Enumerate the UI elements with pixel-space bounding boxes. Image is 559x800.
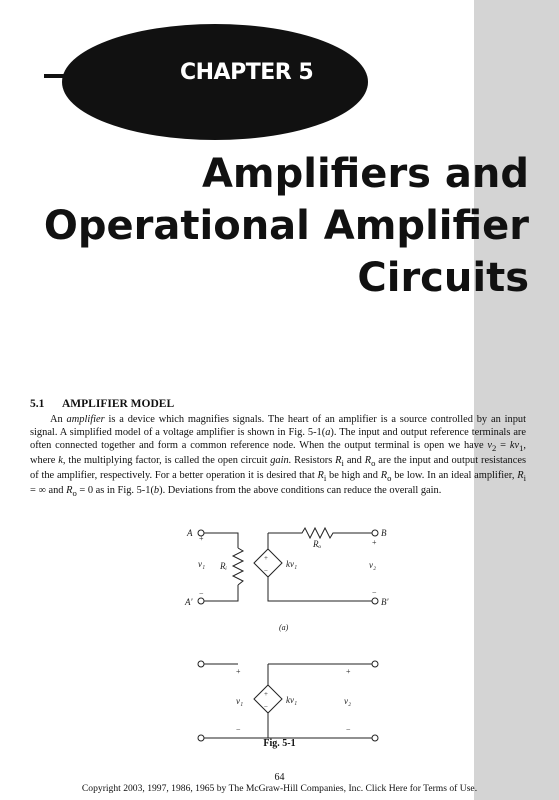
label-kv1-a: kv₁ (286, 559, 298, 569)
plus-source-b: + (264, 690, 268, 698)
controlled-source-a (254, 549, 282, 577)
page-number: 64 (274, 772, 285, 783)
terminal-b (372, 530, 378, 536)
figure-caption: Fig. 5-1 (263, 738, 296, 749)
minus-source-a: − (264, 567, 268, 575)
figure-b-labels (236, 667, 351, 734)
minus-a: − (199, 589, 204, 598)
label-v1-b: v₁ (236, 696, 244, 706)
controlled-source-b (254, 685, 282, 713)
plus-b: + (372, 538, 377, 547)
minus-source-b: − (264, 703, 268, 711)
input-top-wire (204, 533, 238, 548)
label-kv1-b: kv₁ (286, 695, 298, 705)
label-a-prime: A' (185, 597, 193, 607)
plus-b-out: + (346, 667, 351, 676)
label-ri: Rᵢ (220, 561, 227, 571)
label-ro: Rₒ (313, 539, 322, 549)
label-v2-b: v₂ (344, 696, 352, 706)
source-bottom-wire (268, 577, 372, 601)
title-line-3: Circuits (357, 255, 529, 301)
terminal-b-in-top (198, 661, 204, 667)
minus-b-in: − (236, 725, 241, 734)
terminal-b-out-top (372, 661, 378, 667)
plus-b-in: + (236, 667, 241, 676)
chapter-label: CHAPTER 5 (180, 60, 314, 85)
plus-a: + (199, 534, 204, 543)
label-b: B (381, 528, 387, 538)
paragraph: An amplifier is a device which magnifies signals. The heart of an amplifier is a source controlled by an input signal. A simplified model of a voltage amplifier is shown in Fig. 5-1(a). The input and output reference terminals are often connected together and form a common reference node. When the output terminal is open we have $v_2 = kv_1$, where k, the multiplying factor, is called the open circuit gain. Resistors $R_i$ and $R_o$ are the input and output resistances of the amplifier, respectively. For a better operation it is desired that $R_i$ be high and $R_o$ be low. In an ideal amplifier, $R_i$ = ∞ and $R_o = 0$ as in Fig. 5-1(b). Deviations from the above conditions can reduce the overall gain. (30, 414, 527, 498)
section-title: AMPLIFIER MODEL (62, 398, 175, 410)
plus-source-a: + (264, 554, 268, 562)
terminal-b-prime (372, 598, 378, 604)
label-v1-a: v₁ (198, 559, 206, 569)
label-b-prime: B' (381, 597, 389, 607)
minus-b-out: − (346, 725, 351, 734)
title-line-2: Operational Amplifier (43, 203, 529, 249)
figure-a-label: (a) (279, 623, 289, 632)
terminal-a-prime (198, 598, 204, 604)
label-a: A (187, 528, 193, 538)
resistor-ro (268, 528, 372, 538)
resistor-ri (233, 548, 243, 585)
title-line-1: Amplifiers and (201, 151, 529, 197)
copyright-footer[interactable]: Copyright 2003, 1997, 1986, 1965 by The McGraw-Hill Companies, Inc. Click Here for Terms of Use. (81, 783, 478, 794)
section-number: 5.1 (30, 398, 45, 410)
minus-b: − (372, 588, 377, 597)
label-v2-a: v₂ (369, 560, 377, 570)
figure-a-labels (184, 528, 389, 632)
input-bottom-wire (204, 585, 238, 601)
